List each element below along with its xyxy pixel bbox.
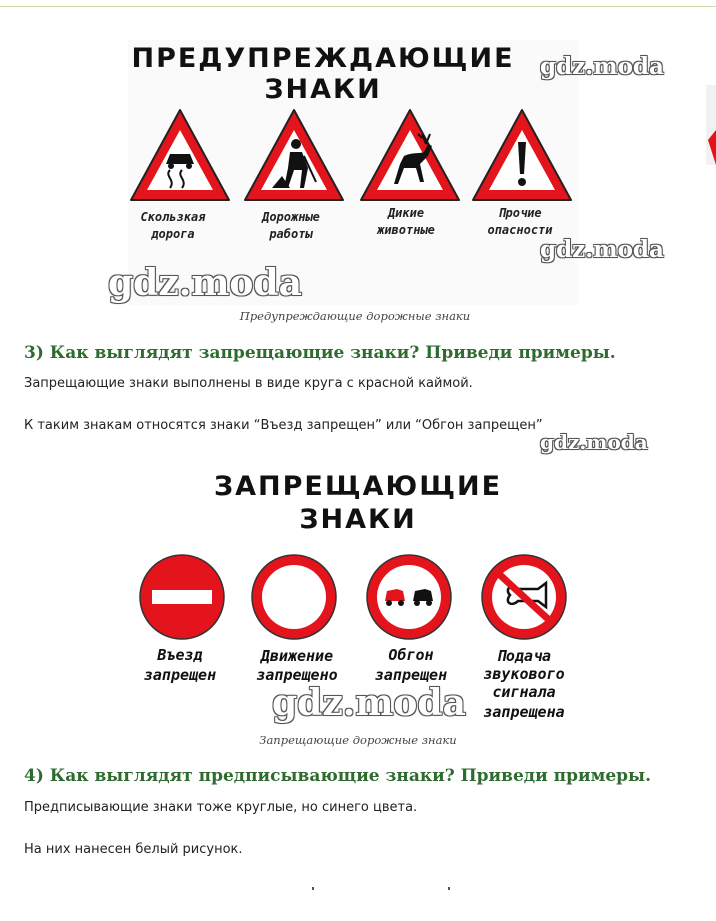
- warning-label-4b: опасности: [487, 223, 553, 237]
- question-4-answer-1: Предписывающие знаки тоже круглые, но синего цвета.: [24, 800, 418, 815]
- top-border-line: [0, 6, 716, 7]
- question-3-answer-2: К таким знакам относятся знаки “Въезд запрещен” или “Обгон запрещен”: [24, 418, 543, 433]
- prohibitory-signs-caption: Запрещающие дорожные знаки: [259, 733, 457, 747]
- warning-label-2a: Дорожные: [262, 210, 320, 224]
- warning-label-3b: животные: [377, 223, 435, 237]
- watermark: gdz.moda: [540, 53, 664, 80]
- warning-label-3a: Дикие: [387, 206, 425, 220]
- prohibitory-label-4c: сигнала: [492, 683, 556, 701]
- no-entry-sign-icon: [140, 555, 224, 639]
- prohibitory-title-line1: ЗАПРЕЩАЮЩИЕ: [213, 471, 503, 502]
- prohibitory-label-3a: Обгон: [388, 646, 434, 664]
- prohibitory-title-line2: ЗНАКИ: [299, 504, 417, 535]
- warning-label-4a: Прочие: [498, 206, 542, 220]
- prohibitory-label-1a: Въезд: [157, 646, 203, 664]
- warning-title-line1: ПРЕДУПРЕЖДАЮЩИЕ: [131, 43, 515, 74]
- watermark: gdz.moda: [108, 262, 302, 304]
- cut-off-text-fragment: [300, 880, 460, 890]
- warning-label-2b: работы: [269, 227, 313, 241]
- prohibitory-label-1b: запрещен: [143, 666, 217, 684]
- question-4-heading: 4) Как выглядят предписывающие знаки? Приведи примеры.: [24, 766, 652, 786]
- warning-label-1a: Скользкая: [140, 210, 206, 224]
- prohibitory-label-2a: Движение: [260, 647, 334, 665]
- prohibitory-label-2b: запрещено: [256, 666, 338, 684]
- prohibitory-label-3b: запрещен: [374, 666, 448, 684]
- no-horn-sign-icon: [482, 555, 566, 639]
- question-3-heading: 3) Как выглядят запрещающие знаки? Приведи примеры.: [24, 343, 616, 363]
- warning-signs-caption: Предупреждающие дорожные знаки: [239, 309, 471, 323]
- prohibitory-label-4b: звукового: [483, 665, 565, 683]
- question-3-answer-1: Запрещающие знаки выполнены в виде круга с красной каймой.: [24, 376, 473, 391]
- warning-label-1b: дорога: [151, 227, 195, 241]
- adjacent-image-edge: [700, 45, 716, 165]
- watermark: gdz.moda: [540, 236, 664, 263]
- watermark: gdz.moda: [272, 682, 466, 724]
- no-traffic-sign-icon: [252, 555, 336, 639]
- prohibitory-label-4a: Подача: [496, 647, 552, 665]
- prohibitory-label-4d: запрещена: [483, 703, 565, 721]
- no-overtaking-sign-icon: [367, 555, 451, 639]
- warning-title-line2: ЗНАКИ: [264, 74, 382, 105]
- question-4-answer-2: На них нанесен белый рисунок.: [24, 842, 243, 857]
- watermark: gdz.moda: [540, 430, 648, 454]
